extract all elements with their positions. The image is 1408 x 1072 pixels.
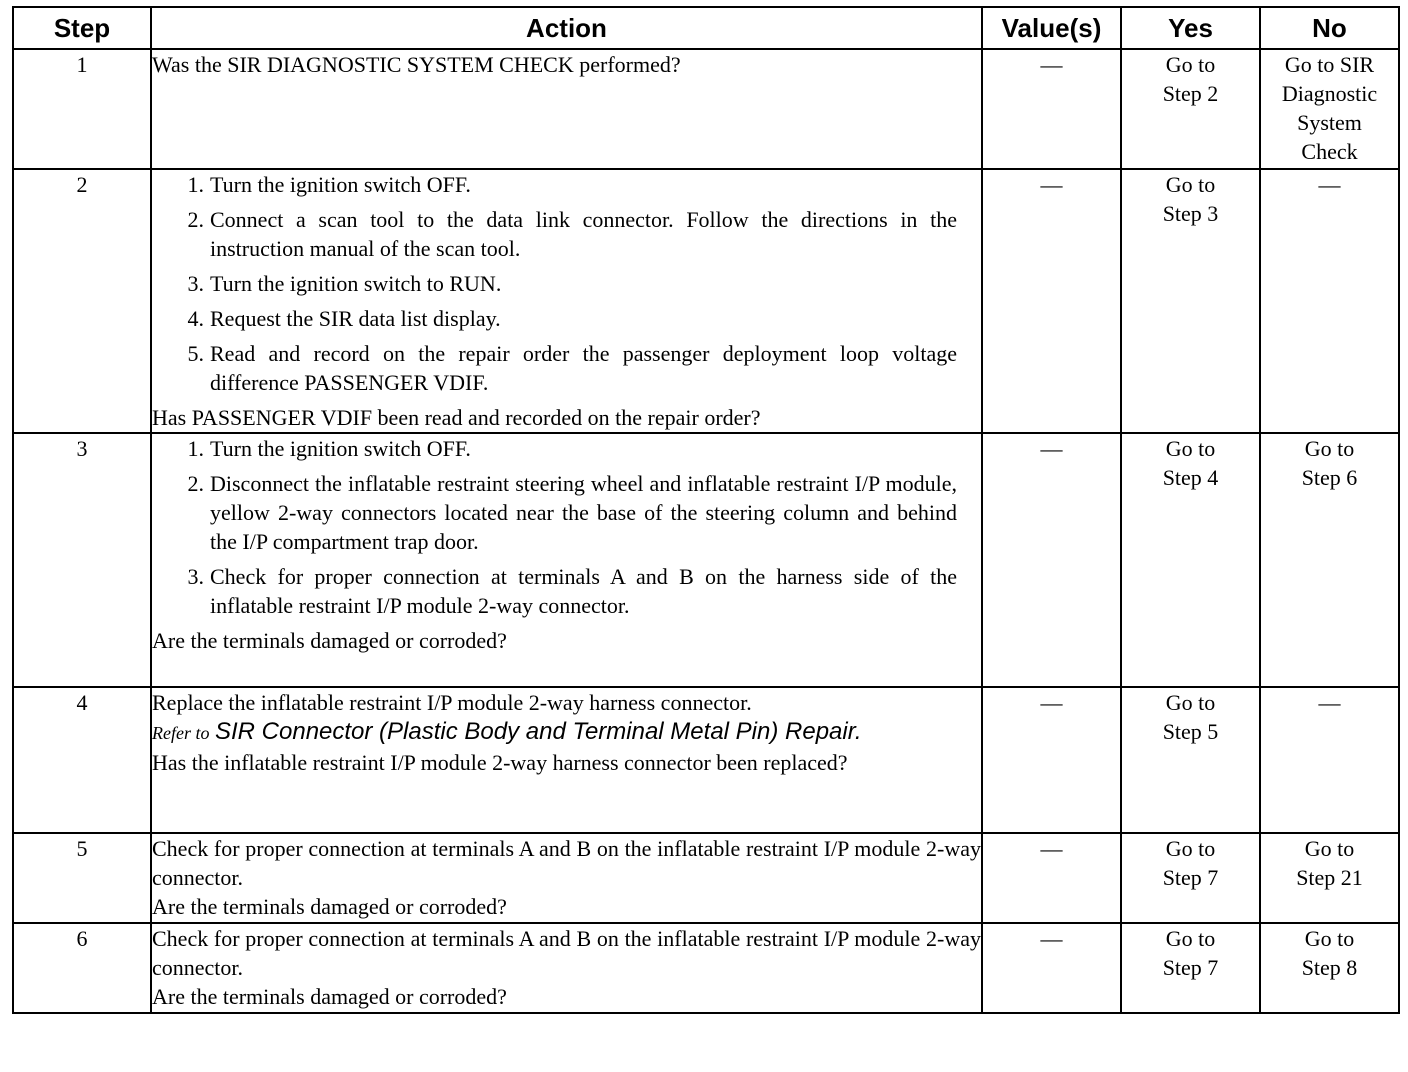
value-cell: — [982, 923, 1121, 1013]
no-cell [1260, 433, 1399, 687]
no-goto-target: Check [1301, 139, 1358, 164]
value-cell: — [982, 169, 1121, 433]
yes-goto-target: Step 7 [1162, 865, 1219, 890]
yes-goto-line: Go to [1165, 172, 1216, 197]
yes-goto-target: Step 2 [1162, 81, 1219, 106]
value-cell: — [982, 833, 1121, 923]
list-item [152, 170, 981, 199]
action-question: Has the inflatable restraint I/P module 2-way harness connector been replaced? [152, 750, 848, 775]
no-goto-line: Go to [1304, 836, 1355, 861]
action-cell [151, 49, 982, 169]
table-row [13, 923, 1399, 1013]
substep-text: Read and record on the repair order the passenger deployment loop voltage difference PASSENGER VDIF. [210, 341, 957, 395]
substep-text: Disconnect the inflatable restraint steering wheel and inflatable restraint I/P module, yellow 2-way connectors located near the base of the steering column and behind the I/P compartment trap door. [210, 471, 957, 554]
no-dash: — [1318, 690, 1341, 715]
action-question: Are the terminals damaged or corroded? [152, 984, 507, 1009]
no-dash: — [1318, 172, 1341, 197]
substep-text: Request the SIR data list display. [210, 306, 501, 331]
step-number: 3 [13, 433, 151, 687]
substep-text: Connect a scan tool to the data link connector. Follow the directions in the instruction manual of the scan tool. [210, 207, 957, 261]
action-cell [151, 833, 982, 923]
no-goto-line: Go to [1304, 436, 1355, 461]
yes-goto-line: Go to [1165, 926, 1216, 951]
no-goto-target: Step 21 [1296, 865, 1363, 890]
table-row [13, 833, 1399, 923]
action-text: Check for proper connection at terminals A and B on the inflatable restraint I/P module 2-way connector. [152, 926, 981, 980]
no-cell [1260, 923, 1399, 1013]
yes-goto-line: Go to [1165, 436, 1216, 461]
action-cell [151, 169, 982, 433]
diagnostic-table [12, 6, 1400, 1014]
step-number: 4 [13, 687, 151, 833]
yes-cell [1121, 169, 1260, 433]
no-goto-target: Step 8 [1301, 955, 1358, 980]
value-cell: — [982, 433, 1121, 687]
header-no: No [1260, 7, 1399, 49]
yes-cell [1121, 49, 1260, 169]
substep-number: 5. [187, 341, 204, 366]
substep-text: Turn the ignition switch to RUN. [210, 271, 502, 296]
action-text: Check for proper connection at terminals A and B on the inflatable restraint I/P module 2-way connector. [152, 836, 981, 890]
list-item [152, 434, 981, 463]
list-item [152, 269, 981, 298]
action-cell [151, 923, 982, 1013]
yes-goto-line: Go to [1165, 690, 1216, 715]
list-item [152, 562, 981, 620]
table-row [13, 49, 1399, 169]
no-cell [1260, 169, 1399, 433]
yes-cell [1121, 433, 1260, 687]
no-cell [1260, 833, 1399, 923]
table-row [13, 169, 1399, 433]
yes-goto-line: Go to [1165, 836, 1216, 861]
substep-number: 2. [187, 471, 204, 496]
list-item [152, 205, 981, 263]
header-values: Value(s) [982, 7, 1121, 49]
substep-number: 4. [187, 306, 204, 331]
yes-goto-target: Step 4 [1162, 465, 1219, 490]
yes-cell [1121, 833, 1260, 923]
refer-line [152, 719, 861, 744]
substep-number: 2. [187, 207, 204, 232]
substep-list [152, 434, 981, 620]
no-cell [1260, 687, 1399, 833]
action-question: Was the SIR DIAGNOSTIC SYSTEM CHECK performed? [152, 52, 681, 77]
substep-text: Turn the ignition switch OFF. [210, 172, 471, 197]
value-cell: — [982, 49, 1121, 169]
yes-cell [1121, 923, 1260, 1013]
value-cell: — [982, 687, 1121, 833]
no-cell [1260, 49, 1399, 169]
no-goto-line: Go to [1304, 926, 1355, 951]
header-row [13, 7, 1399, 49]
no-goto-line: Go to SIR [1284, 52, 1375, 77]
yes-goto-target: Step 7 [1162, 955, 1219, 980]
action-question: Are the terminals damaged or corroded? [152, 894, 507, 919]
substep-list [152, 170, 981, 397]
step-number: 1 [13, 49, 151, 169]
substep-text: Check for proper connection at terminals A and B on the harness side of the inflatable restraint I/P module 2-way connector. [210, 564, 957, 618]
step-number: 2 [13, 169, 151, 433]
table-row [13, 687, 1399, 833]
no-goto-target: System [1297, 110, 1362, 135]
step-number: 6 [13, 923, 151, 1013]
action-cell [151, 687, 982, 833]
header-step: Step [13, 7, 151, 49]
header-yes: Yes [1121, 7, 1260, 49]
action-question: Are the terminals damaged or corroded? [152, 628, 507, 653]
list-item [152, 339, 981, 397]
refer-link[interactable]: SIR Connector (Plastic Body and Terminal Metal Pin) Repair. [214, 718, 862, 745]
action-question: Has PASSENGER VDIF been read and recorded on the repair order? [152, 405, 761, 430]
action-text: Replace the inflatable restraint I/P module 2-way harness connector. [152, 690, 752, 715]
substep-number: 1. [187, 172, 204, 197]
yes-cell [1121, 687, 1260, 833]
list-item [152, 469, 981, 556]
action-cell [151, 433, 982, 687]
substep-number: 3. [187, 564, 204, 589]
list-item [152, 304, 981, 333]
substep-number: 3. [187, 271, 204, 296]
no-goto-target: Diagnostic [1281, 81, 1378, 106]
header-action: Action [151, 7, 982, 49]
refer-prefix: Refer to [152, 723, 210, 743]
yes-goto-target: Step 3 [1162, 201, 1219, 226]
step-number: 5 [13, 833, 151, 923]
table-row [13, 433, 1399, 687]
yes-goto-target: Step 5 [1162, 719, 1219, 744]
substep-number: 1. [187, 436, 204, 461]
no-goto-target: Step 6 [1301, 465, 1358, 490]
substep-text: Turn the ignition switch OFF. [210, 436, 471, 461]
yes-goto-line: Go to [1165, 52, 1216, 77]
